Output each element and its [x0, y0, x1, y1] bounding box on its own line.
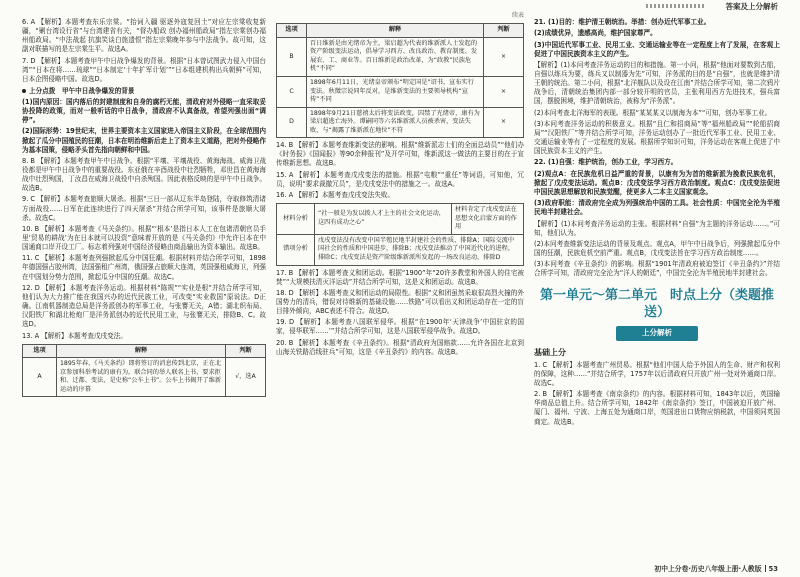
- table-header: 判断: [484, 24, 524, 38]
- answer-8: 8. B 【解析】本题考查甲午中日战争。根据“平壤、平壤战役、黄海海战、威海卫战役都是甲午中日战争中的重要战役。东亚俄在辛酉战役中壮烈牺牲，邓世昌在黄海海战中壮烈殉国，丁汝昌在威海卫战役中自杀殉国。因此表格反映的是甲午中日战争。故选B。: [22, 156, 266, 193]
- answer-13: 13. A 【解析】本题考查戊戌变法。: [22, 331, 127, 340]
- answer-22-analysis-2: (2)本问考查维新变法运动的背景及观点。观点A，甲午中日战争后，列强掀起瓜分中国的狂潮，民族危机空前严重。观点B，戊戌变法旨在学习西方政治制度……。: [534, 239, 780, 258]
- answer-22-analysis-1: 【解析】(1)本问考查洋务运动的主张。根据材料“自强”为主题的洋务运动……。”可知，他们认为。: [534, 219, 780, 237]
- tip-title-text: 上分点拨 甲午中日战争爆发的背景: [29, 86, 135, 95]
- answer-12: 12. D 【解析】本题考查洋务运动。根据材料“陈规”“实业是根”并结合所学可知，他们认为大力推广能在我国兴办的近代民族工业，可改变“实业救国”原说法。D正确。江南机器制造总局是洋务派创办的军事工业，与张謇无关，A错；湖北织布局、汉阳铁厂和湖北枪炮厂是洋务派创办的近代民用工业，与张謇无关，排除B、C。故选D。: [22, 283, 266, 329]
- basic-answer-1: 1. C 【解析】本题考查广州贸易。根据“他们中国人给予外国人的生命、财产和权利的保障，这种……”并结合所学，1757年以后清政府只开放广州一处对外通商口岸。故选C。: [534, 360, 780, 387]
- continued-label: 续表: [511, 12, 524, 19]
- table-cell: D: [277, 107, 307, 138]
- table-option-analysis: [22, 344, 266, 398]
- table-material-analysis: [276, 203, 524, 265]
- page-footer: [654, 565, 778, 574]
- tip-paragraph-2: (2)国际形势：19世纪末，世界主要资本主义国家进入帝国主义阶段，在全球范围内掀起了瓜分中国殖民的狂潮，日本在明治维新后走上了资本主义道路，把对外侵略作为基本国策，侵略矛头首先指向朝鲜和中国。: [22, 127, 266, 154]
- answer-21-3: (3)中国近代军事工业、民用工业、交通运输业等在一定程度上有了发展，在客观上促进了中国民族资本主义的产生。: [534, 40, 780, 58]
- section-band: 上分解析: [616, 326, 698, 340]
- header-title: 答案及上分解析: [725, 2, 778, 11]
- page-header: [0, 0, 800, 12]
- table-row: [277, 234, 524, 265]
- answer-22-analysis-3: (3)本问考查《辛丑条约》的影响。根据“1901年清政府被迫签订《辛丑条约》”并结合所学可知，清政府完全沦为“洋人的朝廷”，中国完全沦为半殖民地半封建社会。: [534, 260, 780, 278]
- table-cell: 戊戌变法没有改变中国半殖民地半封建社会的性质，排除A；国际交流中国社会的性质和中国进步，排除B；戊戌变法推动了中国近代化的进程，排除C；戊戌变法是资产阶级维新派所发起的一场改良运动，排除D: [315, 234, 524, 265]
- table-cell: “社一般是为发以拨人才上主的社会文化运动，这四有成功之心”: [315, 204, 452, 235]
- table-cell: C: [277, 77, 307, 108]
- answer-20: 20. B 【解析】本题考查《辛丑条约》。根据“清政府为国赔款……允许各国在北京到山海关铁路沿线驻兵”可知，这是《辛丑条约》的内容。故选B。: [276, 338, 524, 356]
- header-dots: [646, 4, 706, 8]
- table-row: [277, 204, 524, 235]
- basic-answer-2: 2. B 【解析】本题考查《南京条约》的内容。根据材料可知，1843年以后，英国输华商品总值上升。结合所学可知，1842年《南京条约》签订，中国被迫开放广州、厦门、福州、宁波、上海五处为通商口岸，英国进出口货物应纳税款，中国须同英国商定。故选B。: [534, 390, 780, 426]
- table-option-analysis-continued: [276, 23, 524, 138]
- table-header: 选项: [23, 344, 57, 358]
- table-row: [23, 358, 266, 397]
- table-cell: ×: [484, 107, 524, 138]
- table-header: 判断: [226, 344, 266, 358]
- answer-19: 19. D 【解析】本题考查八国联军侵华。根据“在1900年‘天津战争’中国驻京的国家，侵华联军……’”并结合所学可知，这是八国联军侵华战争。故选D。: [276, 318, 524, 336]
- answer-21-1: 21. (1)目的：维护清王朝统治。举措：创办近代军事工业。: [534, 18, 711, 26]
- answer-22-1: 22. (1)自强：维护统治，创办工业，学习西方。: [534, 158, 678, 167]
- table-row: [277, 37, 524, 76]
- footer-divider: [765, 565, 766, 572]
- table-cell: B: [277, 37, 307, 76]
- answer-22-2: (2)观点A：在民族危机日益严重的背景，以康有为为首的维新派为挽救民族危机，掀起了戊戌变法运动。观点B：戊戌变法学习西方政治制度。观点C：戊戌变法促进中国民族思想解放和民族觉醒，使更多人二本主义国家观念。: [534, 169, 780, 196]
- bullet-icon: [22, 89, 26, 93]
- answer-18: 18. D 【解析】本题考查义和团运动的局限性。根据“义和团虽然采取很高烈火撞的外国势力的清兵，错误对待维新的基础设施……铁路”可以看出义和团运动存在一定的盲目排外倾向，ABC表述不符合。故选D。: [276, 288, 524, 316]
- answer-7: 7. D 【解析】本题考查甲午中日战争爆发的背景。根据“日本曾试图武力侵入中国台湾”“日本在将……琉球”“日本制定‘十年扩军计划’”“日本组建机构出兵朝鲜”可知，日本企图侵略中国。故选D。: [22, 56, 266, 83]
- table-header: 选项: [277, 24, 307, 38]
- answer-10: 10. B 【解析】本题考查《马关条约》。根据“‘根本’是指日本人工在包诸清朝官员手里‘贸易的耕战’为在日本就可以投资”意味着开放的是《马关条约》中允许日本在中国通商口岸开设工厂。标志着列强对中国经济侵略由商品输出为资本输出。故选B。: [22, 224, 266, 252]
- answer-15: 15. A 【解析】本题考查戊戌变法的措施。根据“屯粮”“重任”等词语，可知他，冗员，说明“要求裁撤冗员”，是戊戌变法中的措施之一。故选A。: [276, 170, 524, 188]
- tip-paragraph-1: (1)国内原因：国内落后的封建制度和自身的腐朽无能，清政府对外侵略一直采取妥协投降的政策，而对一般听话的中日战争，清政府不认真备战，希望列强出面“调停”。: [22, 97, 266, 125]
- answer-22-3: (3)政府职能：清政府完全成为列强统治中国的工具。社会性质：中国完全沦为半殖民地半封建社会。: [534, 199, 780, 217]
- table-cell: √，选A: [226, 358, 266, 397]
- table-row: [277, 107, 524, 138]
- answer-21-analysis-2: (2)本问考查北洋海军的表现。根据“某某某义以制海为本”“可知，创办军事工业。: [534, 108, 772, 117]
- column-middle: [276, 12, 524, 359]
- page-number: 53: [768, 564, 778, 573]
- table-cell: 材料肯定了戊戌变法在思想文化启蒙方面的作用: [452, 204, 524, 235]
- answer-14: 14. B 【解析】本题考查维新变法的影响。根据“维新派志士们的全面总动员”“他们办《时务报》《国闻报》等90余种报刊”及开学可知，维新派这一做法的主要目的在于宣传维新思想。故选B。: [276, 141, 524, 168]
- answer-9: 9. C 【解析】本题考查旅顺大屠杀。根据“三日一部从辽东半岛登陆，夺取修筑清诸方面战役……日军在此连续进行了四天屠杀”并结合所学可知，该事件是旅顺大屠杀。故选C。: [22, 195, 266, 222]
- table-cell: 1898年6月11日，光绪皇帝颁布“明定国是”诏书，宣布实行变法。秋徵宗说同年反对，是维新变法的主要领导机构“宣传”不同: [307, 77, 484, 108]
- table-cell: 错项分析: [277, 234, 315, 265]
- footer-book-title: 初中上分卷·历史八年级上册·人教版: [654, 564, 762, 573]
- table-cell: ×: [484, 77, 524, 108]
- answer-21-analysis-3: (3)本问考查洋务运动的积极意义。根据“且仁和招商局”等“福州船政局”“轮船招商局”“汉阳铁厂”等并结合所学可知，洋务运动创办了一批近代军事工业、民用工业、交通运输业等有了一定程度的发展。根据所学知识可知，洋务运动在客观上促进了中国民族资本主义的产生。: [534, 119, 780, 156]
- table-header: 解释: [57, 344, 226, 358]
- unit-title: 第一单元～第二单元 时点上分（类题推送）: [539, 287, 774, 321]
- table-header: 解释: [307, 24, 484, 38]
- answer-6: 6. A 【解析】本题考查东乐宗棠。“抬词入疆 驱逐外寇复回土”对应左宗棠收复新疆，“剿台湾设行省”与台湾建省有关，“督办船政 创办福州船政局”指左宗棠创办福州船政局。“中法战起 抗旗笑谈白旄遗恨”指左宗棠晚年参与中法战争。故可知，这副对联描写的是左宗棠生平。故选A。: [22, 18, 266, 54]
- section-heading: 基础上分: [534, 347, 566, 357]
- answer-16: 16. A 【解析】本题考查戊戌变法失败。: [276, 191, 395, 200]
- answer-11: 11. C 【解析】本题考查列强掀起瓜分中国狂潮。根据材料并结合所学可知，1898年德国强占胶州湾，法国强租广州湾，俄国强占旅顺大连湾，英国强租威海卫，列强在中国划分势力范围，掀起瓜分中国的狂潮。故选C。: [22, 254, 266, 281]
- table-cell: ×: [484, 37, 524, 76]
- answer-21-analysis-1: 【解析】(1)本问考查洋务运动的目的和措施。第一小问，根据“他面对要数到古船，自强以练兵为要，练兵又以制器为先”可知，洋务派的目的是“自强”，也就是维护清王朝的统治。第二小问，根据“北洋舰队以及设在江南”并结合所学可知，第二次鸦片战争后，清朝统治集团内部一部分较开明的官员，主张利用西方先进技术，强兵富国，摆脱困境，维护清朝统治，被称为“洋务派”。: [534, 60, 780, 106]
- table-row: [277, 77, 524, 108]
- column-left: [22, 18, 266, 400]
- table-cell: 1898年9月21日慈禧太后将变法政变，囚禁了光绪帝，康有为梁启超逃亡海外。谭嗣同等六名维新派人员被杀害，变法失败，与“揭露了维新派在地位”不符: [307, 107, 484, 138]
- table-cell: 百日维新是由光绪帝为主，梁启超为代表的维新派人士发起的资产阶级变法运动，倡导学习西方、改良政治、教育制度、发展农、工、商业等。百日维新是政治改革，为“政教”民族危机“不同”: [307, 37, 484, 76]
- table-cell: 材料分析: [277, 204, 315, 235]
- table-cell: 1895年春，《马关条约》即将签订的消息传到北京，正在北京参加科举考试的康有为，联合同的举人联名上书，要求拒和、迁都、变法，是史称“公车上书”。公车上书揭开了维新运动的序幕: [57, 358, 226, 397]
- table-cell: A: [23, 358, 57, 397]
- tip-title: [22, 87, 266, 96]
- answer-21-2: (2)成绩优异，遗感高尚，维护国家尊严。: [534, 29, 657, 38]
- column-right: [534, 18, 780, 429]
- answer-17: 17. B 【解析】本题考查义和团运动。根据“1900”年“20许多教堂和外国人的住宅被焚”“大规模扶清灭洋运动”并结合所学可知，这是义和团运动。故选B。: [276, 268, 524, 286]
